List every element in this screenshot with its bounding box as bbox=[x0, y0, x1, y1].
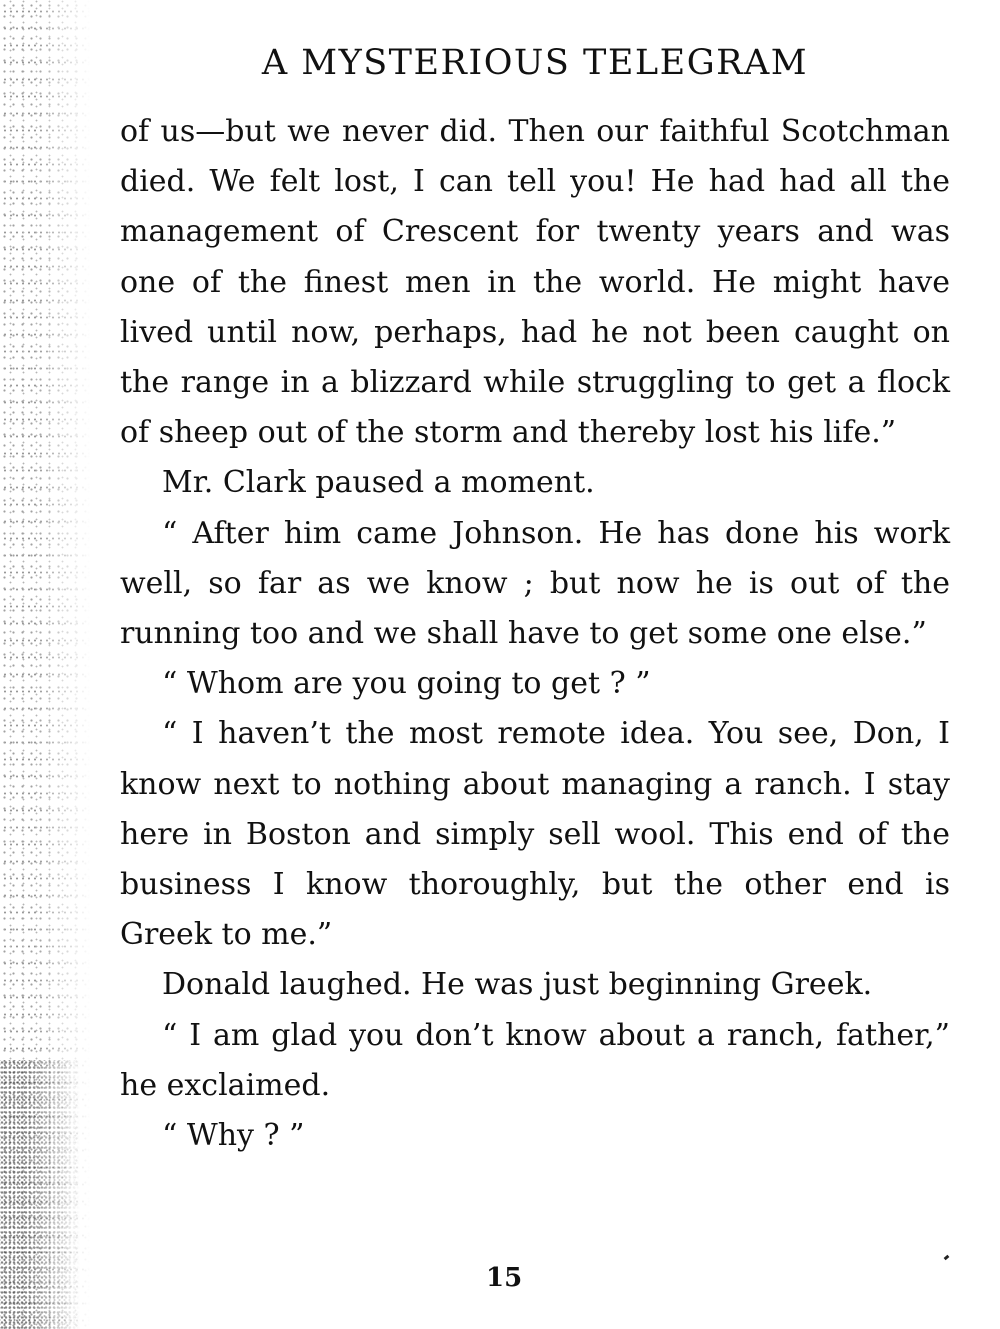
paragraph-6: Donald laughed. He was just beginning Greek. bbox=[162, 967, 873, 1003]
paragraph-3: “ After him came Johnson. He has done his work well, so far as we know ; but now he is out of the running too and we shall have to get some one else.” bbox=[120, 515, 950, 652]
running-head: A MYSTERIOUS TELEGRAM bbox=[261, 43, 809, 83]
paragraph-8: “ Why ? ” bbox=[162, 1118, 305, 1154]
paragraph-2: Mr. Clark paused a moment. bbox=[162, 465, 595, 501]
paragraph-5: “ I haven’t the most remote idea. You see, Don, I know next to nothing about managing a ranch. I stay here in Boston and simply sell wool. This end of the business I know thoroughly, but the other end is Greek to me.” bbox=[120, 716, 950, 953]
stray-ink-mark bbox=[944, 1255, 950, 1261]
paragraph-1: of us—but we never did. Then our faithful Scotchman died. We felt lost, I can tell you! He had had all the management of Crescent for twenty years and was one of the finest men in the world. He might have lived until now, perhaps, had he not been caught on the range in a blizzard while struggling to get a flock of sheep out of the storm and thereby lost his life.” bbox=[120, 114, 950, 451]
paragraph-4: “ Whom are you going to get ? ” bbox=[162, 666, 651, 702]
gutter-speckle-dense bbox=[0, 1060, 80, 1329]
page-number: 15 bbox=[486, 1263, 523, 1293]
text-block bbox=[120, 107, 950, 1161]
paragraph-7: “ I am glad you don’t know about a ranch, father,” he exclaimed. bbox=[120, 1017, 950, 1103]
